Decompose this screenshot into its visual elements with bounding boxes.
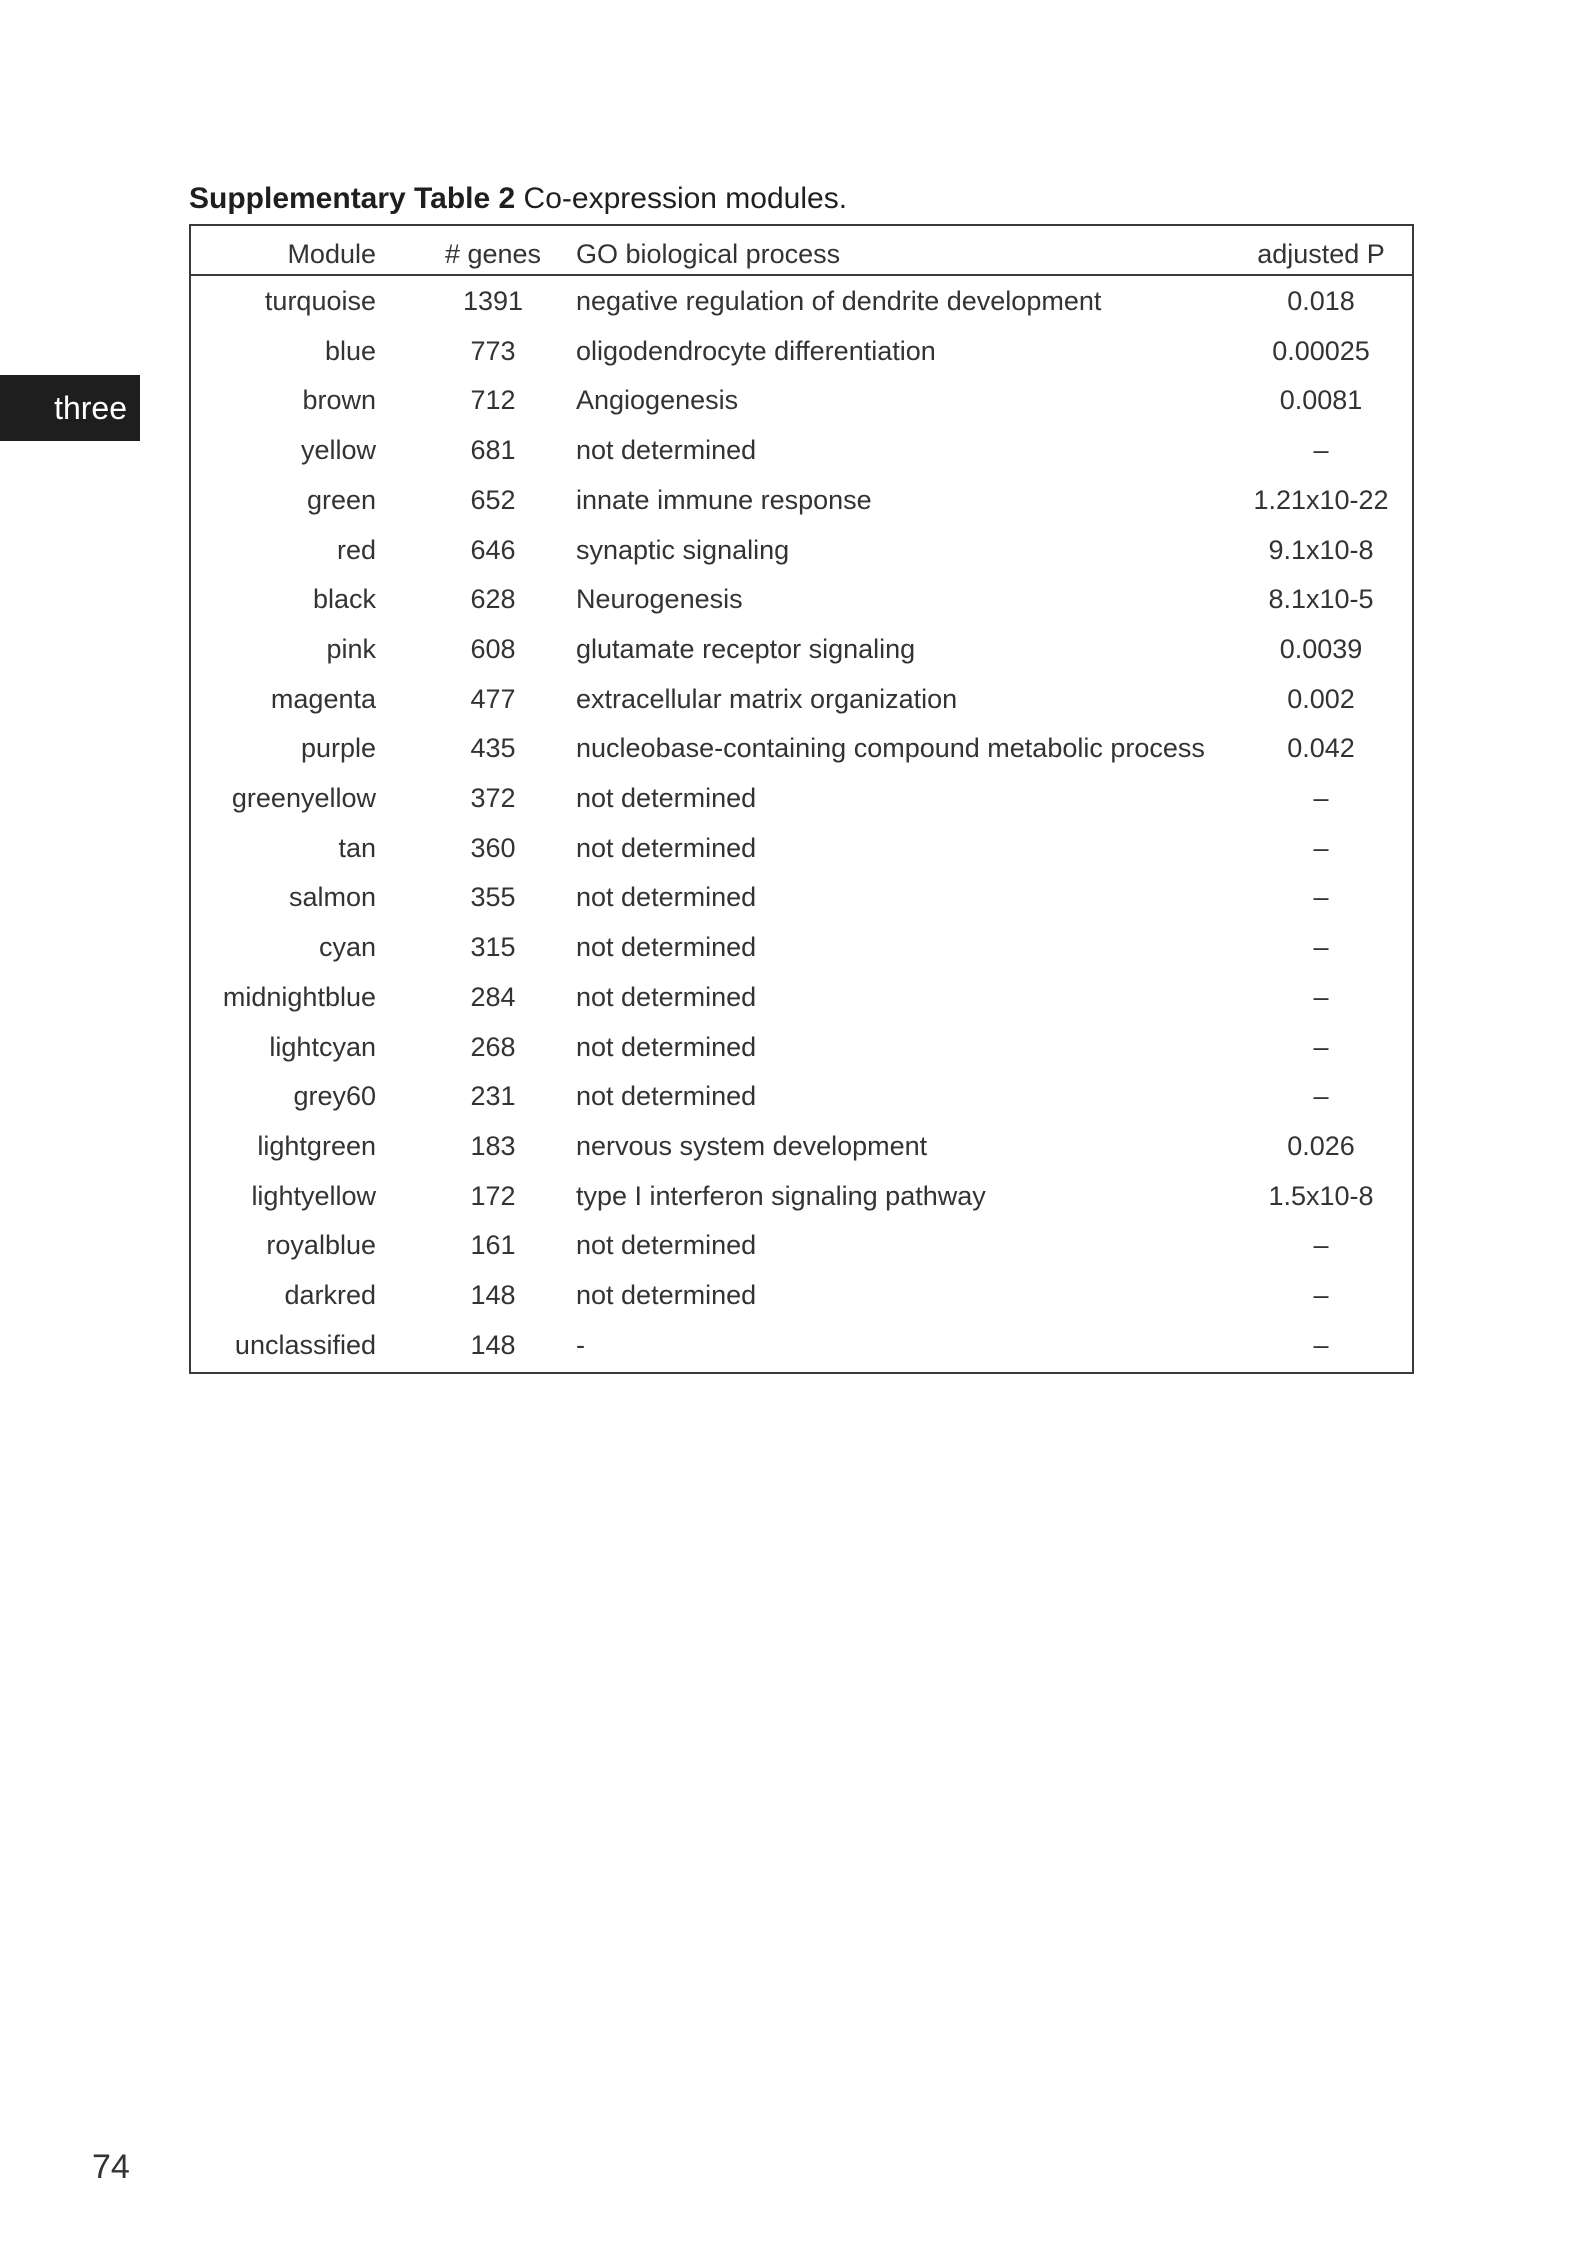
cell-genes: 148: [470, 1329, 516, 1360]
cell-go-process: not determined: [576, 882, 757, 913]
cell-module: brown: [302, 385, 376, 416]
cell-go-process: nucleobase-containing compound metabolic process: [576, 733, 1205, 764]
cell-go-process: not determined: [576, 435, 757, 466]
table-row: [191, 1270, 1412, 1320]
cell-module: grey60: [293, 1081, 376, 1112]
cell-genes: 148: [470, 1280, 516, 1310]
table-row: [191, 1071, 1412, 1121]
cell-adjusted-p: 0.0039: [1279, 633, 1363, 664]
cell-genes: 681: [470, 435, 516, 466]
cell-genes: 712: [470, 385, 516, 416]
cell-genes: 646: [470, 534, 516, 565]
table-row: [191, 1171, 1412, 1221]
cell-go-process: nervous system development: [576, 1130, 928, 1161]
table-row: [191, 922, 1412, 972]
cell-module: turquoise: [264, 286, 376, 316]
cell-adjusted-p: 0.0081: [1279, 385, 1363, 416]
table-row: [191, 674, 1412, 724]
cell-genes: 435: [470, 733, 516, 764]
header-module: Module: [287, 239, 376, 269]
chapter-tab-label: three: [54, 389, 127, 426]
cell-genes: 284: [470, 981, 516, 1012]
cell-genes: 231: [470, 1081, 516, 1112]
cell-module: unclassified: [234, 1329, 376, 1360]
cell-adjusted-p: 0.042: [1287, 733, 1355, 764]
cell-genes: 183: [470, 1130, 516, 1161]
cell-go-process: not determined: [576, 1230, 757, 1261]
cell-adjusted-p: –: [1313, 1081, 1329, 1112]
cell-go-process: innate immune response: [576, 484, 872, 515]
cell-go-process: not determined: [576, 1081, 757, 1112]
cell-module: red: [336, 534, 376, 565]
cell-genes: 172: [470, 1180, 516, 1211]
table-row: [191, 1121, 1412, 1171]
cell-adjusted-p: –: [1313, 832, 1329, 863]
cell-module: lightgreen: [257, 1130, 376, 1161]
cell-module: midnightblue: [222, 981, 376, 1012]
table-row: [191, 326, 1412, 376]
cell-adjusted-p: –: [1313, 783, 1329, 813]
table-row: [191, 823, 1412, 873]
chapter-tab: [0, 375, 140, 441]
table-row: [191, 525, 1412, 575]
cell-module: black: [312, 584, 376, 615]
caption-label: Supplementary Table 2: [189, 182, 516, 215]
cell-module: greenyellow: [231, 783, 376, 813]
table-row: [191, 872, 1412, 922]
table-row: [191, 574, 1412, 624]
cell-adjusted-p: 0.00025: [1272, 335, 1370, 366]
table-row: [191, 624, 1412, 674]
cell-module: salmon: [288, 882, 376, 913]
cell-adjusted-p: 9.1x10-8: [1268, 534, 1374, 565]
cell-go-process: oligodendrocyte differentiation: [576, 335, 936, 366]
cell-go-process: glutamate receptor signaling: [576, 633, 916, 664]
cell-adjusted-p: –: [1313, 435, 1329, 466]
cell-genes: 608: [470, 633, 516, 664]
header-genes: # genes: [444, 239, 542, 269]
cell-go-process: Angiogenesis: [576, 385, 739, 416]
cell-go-process: not determined: [576, 981, 757, 1012]
caption-text: Co-expression modules.: [515, 182, 848, 215]
cell-genes: 315: [470, 932, 516, 963]
cell-genes: 372: [470, 783, 516, 813]
cell-adjusted-p: –: [1313, 932, 1329, 963]
cell-adjusted-p: –: [1313, 1280, 1329, 1310]
cell-adjusted-p: –: [1313, 1031, 1329, 1062]
cell-module: purple: [300, 733, 376, 764]
table-row: [191, 1320, 1412, 1370]
cell-genes: 268: [470, 1031, 516, 1062]
cell-module: magenta: [270, 683, 376, 714]
cell-genes: 360: [470, 832, 516, 863]
cell-module: blue: [324, 335, 376, 366]
cell-module: green: [306, 484, 376, 515]
table-header: [191, 226, 1412, 276]
cell-adjusted-p: 8.1x10-5: [1268, 584, 1374, 615]
cell-module: royalblue: [266, 1230, 376, 1261]
table-row: [191, 1220, 1412, 1270]
cell-adjusted-p: 1.5x10-8: [1268, 1180, 1374, 1211]
table-row: [191, 773, 1412, 823]
page-number: 74: [92, 2148, 130, 2186]
cell-go-process: type I interferon signaling pathway: [576, 1180, 986, 1211]
cell-genes: 773: [470, 335, 516, 366]
cell-go-process: not determined: [576, 783, 757, 813]
cell-go-process: synaptic signaling: [576, 534, 790, 565]
table-row: [191, 475, 1412, 525]
cell-adjusted-p: 1.21x10-22: [1253, 484, 1389, 515]
cell-go-process: -: [576, 1329, 585, 1360]
cell-adjusted-p: 0.002: [1287, 683, 1355, 714]
cell-go-process: not determined: [576, 832, 757, 863]
cell-go-process: negative regulation of dendrite development: [576, 286, 1102, 316]
cell-adjusted-p: 0.026: [1287, 1130, 1355, 1161]
table-row: [191, 425, 1412, 475]
cell-genes: 652: [470, 484, 516, 515]
cell-adjusted-p: –: [1313, 1230, 1329, 1261]
cell-module: tan: [338, 832, 376, 863]
cell-adjusted-p: –: [1313, 882, 1329, 913]
cell-adjusted-p: –: [1313, 981, 1329, 1012]
cell-module: darkred: [284, 1280, 376, 1310]
cell-go-process: Neurogenesis: [576, 584, 743, 615]
cell-module: pink: [326, 633, 376, 664]
cell-go-process: not determined: [576, 932, 757, 963]
cell-go-process: not determined: [576, 1280, 757, 1310]
cell-go-process: extracellular matrix organization: [576, 683, 958, 714]
cell-module: yellow: [300, 435, 376, 466]
table-row: [191, 723, 1412, 773]
table-row: [191, 1022, 1412, 1072]
table-caption: [189, 182, 847, 216]
cell-module: cyan: [318, 932, 376, 963]
cell-genes: 477: [470, 683, 516, 714]
cell-genes: 355: [470, 882, 516, 913]
table-row: [191, 375, 1412, 425]
header-go-process: GO biological process: [576, 239, 841, 269]
modules-table: [189, 224, 1414, 1374]
cell-adjusted-p: –: [1313, 1329, 1329, 1360]
cell-adjusted-p: 0.018: [1287, 286, 1355, 316]
cell-genes: 1391: [462, 286, 524, 316]
cell-go-process: not determined: [576, 1031, 757, 1062]
cell-genes: 161: [470, 1230, 516, 1261]
table-row: [191, 972, 1412, 1022]
cell-module: lightcyan: [269, 1031, 376, 1062]
cell-module: lightyellow: [251, 1180, 376, 1211]
header-adjusted-p: adjusted P: [1257, 239, 1385, 269]
cell-genes: 628: [470, 584, 516, 615]
table-row: [191, 276, 1412, 326]
